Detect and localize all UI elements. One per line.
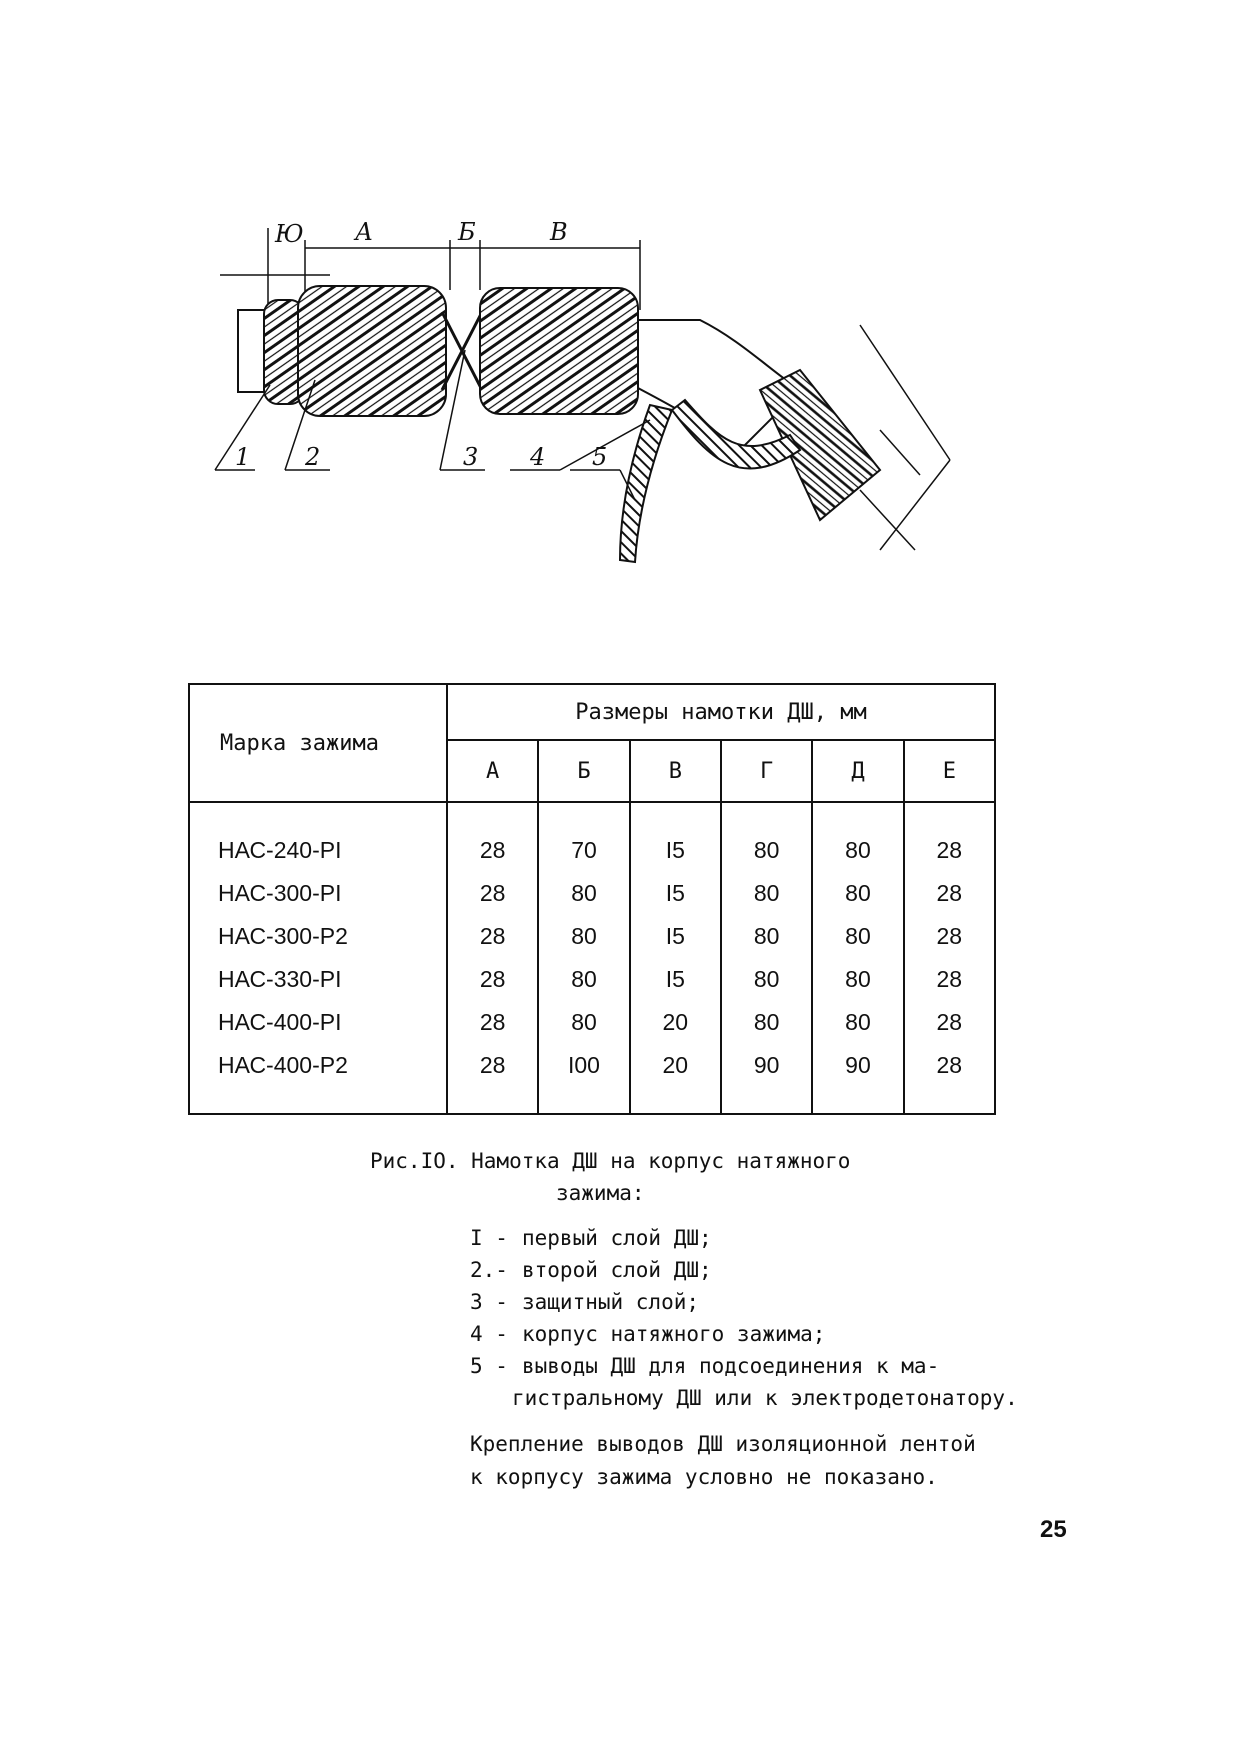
table-cell: 80 [538,1001,629,1044]
table-cell: 90 [721,1044,812,1114]
table-cell: 80 [812,802,903,872]
column-header-d: Д [812,740,903,802]
table-cell: 80 [812,1001,903,1044]
table-row [189,958,995,1001]
table-cell: 80 [812,958,903,1001]
table-cell: 80 [812,872,903,915]
table-row [189,1001,995,1044]
legend-number: 3 - [470,1290,508,1314]
table-cell: 20 [630,1001,721,1044]
legend-number: I - [470,1226,508,1250]
table-row [189,1044,995,1114]
callout-4: 4 [530,443,546,471]
table-cell: 80 [538,915,629,958]
legend-text: выводы ДШ для подсоединения к ма- [522,1354,940,1378]
right-dimension-lines [860,325,950,550]
table-cell: 80 [721,802,812,872]
legend-text: защитный слой; [522,1290,700,1314]
table-cell: 28 [447,802,538,872]
legend-item [470,1350,1018,1382]
row-mark: НАС-300-РI [189,872,447,915]
legend-item [470,1222,1018,1254]
table-cell: 80 [812,915,903,958]
clamp-winding-drawing [180,220,1100,660]
callout-1: 1 [235,443,251,471]
table-cell: 80 [721,1001,812,1044]
second-layer-winding [298,286,446,416]
winding-dimensions-table-wrap [188,683,996,1115]
table-cell: 70 [538,802,629,872]
legend-number: 4 - [470,1322,508,1346]
row-mark: НАС-300-Р2 [189,915,447,958]
note-line-2: к корпусу зажима условно не показано. [470,1465,938,1489]
column-header-a: А [447,740,538,802]
legend-number: 2.- [470,1258,508,1282]
table-cell: 90 [812,1044,903,1114]
row-mark: НАС-240-РI [189,802,447,872]
legend-item [470,1286,1018,1318]
legend-continuation: гистральному ДШ или к электродетонатору. [512,1386,1018,1410]
callout-5: 5 [592,443,608,471]
column-header-b: Б [538,740,629,802]
row-mark: НАС-400-Р2 [189,1044,447,1114]
table-cell: 28 [447,915,538,958]
table-cell: 28 [447,1044,538,1114]
column-header-e: Е [904,740,995,802]
legend-item [470,1318,1018,1350]
table-cell: 28 [904,1001,995,1044]
column-header-g: Г [721,740,812,802]
mark-header: Марка зажима [189,684,447,802]
protective-layer-crossover [442,312,482,390]
table-cell: 28 [904,872,995,915]
row-mark: НАС-400-РI [189,1001,447,1044]
dimension-label-b: Б [458,220,476,246]
dimension-label-yu: Ю [275,220,304,248]
table-cell: 28 [447,958,538,1001]
callout-3: 3 [463,443,479,471]
dimension-label-v: В [550,220,568,246]
callout-2: 2 [305,443,321,471]
dimension-label-a: А [355,220,374,246]
row-mark: НАС-330-РI [189,958,447,1001]
legend-text: первый слой ДШ; [522,1226,712,1250]
table-row [189,872,995,915]
caption-line-2: зажима: [556,1181,645,1205]
table-cell: 28 [447,1001,538,1044]
table-cell: 80 [721,872,812,915]
winding-dimensions-table [188,683,996,1115]
table-cell: I5 [630,915,721,958]
table-cell: 20 [630,1044,721,1114]
note-line-1: Крепление выводов ДШ изоляционной лентой [470,1432,976,1456]
table-cell: 80 [538,958,629,1001]
table-cell: 80 [721,958,812,1001]
figure-legend [470,1222,1018,1414]
dimensions-group-header: Размеры намотки ДШ, мм [447,684,995,740]
table-cell: 80 [721,915,812,958]
second-winding-section [480,288,638,414]
table-cell: I5 [630,872,721,915]
table-row [189,915,995,958]
table-cell: 80 [538,872,629,915]
table-cell: 28 [904,958,995,1001]
legend-number: 5 - [470,1354,508,1378]
caption-line-1: Рис.IO. Намотка ДШ на корпус натяжного [370,1149,851,1173]
page-number: 25 [1040,1516,1067,1543]
legend-text: корпус натяжного зажима; [522,1322,826,1346]
mounting-note [470,1428,976,1494]
detonating-cord-outlet [620,405,672,562]
legend-item [470,1254,1018,1286]
table-row [189,802,995,872]
column-header-v: В [630,740,721,802]
table-cell: 28 [904,1044,995,1114]
table-cell: 28 [904,915,995,958]
figure-caption [370,1145,850,1209]
table-cell: I5 [630,958,721,1001]
table-cell: I5 [630,802,721,872]
legend-text: второй слой ДШ; [522,1258,712,1282]
table-cell: 28 [904,802,995,872]
table-cell: 28 [447,872,538,915]
table-cell: I00 [538,1044,629,1114]
